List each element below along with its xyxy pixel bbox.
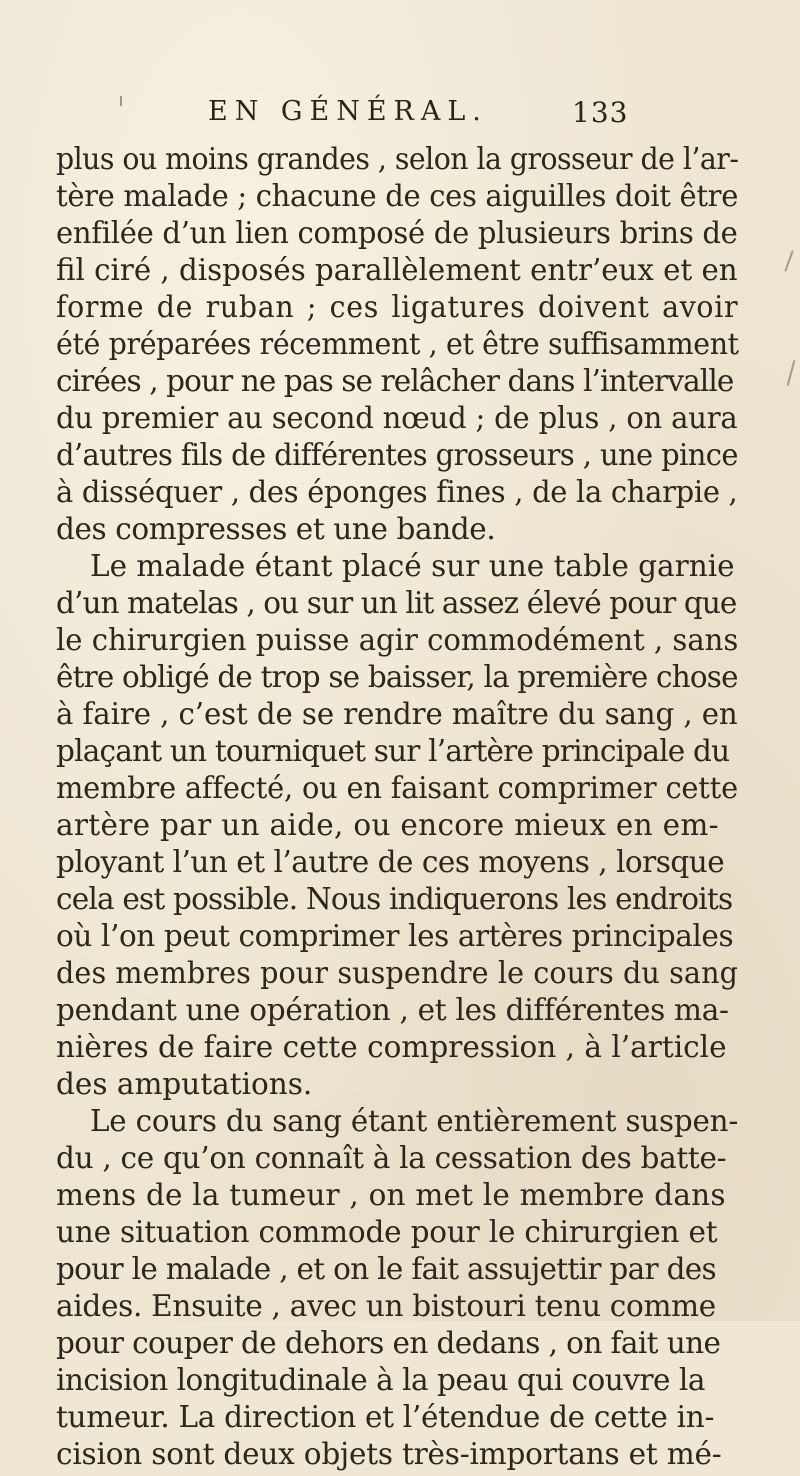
text-line: à disséquer , des éponges fines , de la charpie ,	[56, 475, 738, 509]
running-head: EN GÉNÉRAL.	[208, 96, 488, 127]
text-line: ployant l’un et l’autre de ces moyens , lorsque	[56, 845, 725, 879]
text-line: où l’on peut comprimer les artères principales	[56, 919, 734, 953]
text-line: pendant une opération , et les différentes ma-	[56, 993, 729, 1027]
text-line: une situation commode pour le chirurgien et	[56, 1215, 718, 1249]
page-number: 133	[572, 96, 629, 129]
text-line: du premier au second nœud ; de plus , on aura	[56, 401, 738, 435]
text-line: membre affecté, ou en faisant comprimer cette	[56, 771, 738, 805]
text-line: des compresses et une bande.	[56, 512, 496, 546]
text-line: d’un matelas , ou sur un lit assez élevé pour que	[56, 586, 737, 620]
text-line: pour couper de dehors en dedans , on fait une	[56, 1326, 721, 1360]
text-line: être obligé de trop se baisser, la première chose	[56, 660, 738, 694]
text-line: pour le malade , et on le fait assujettir par des	[56, 1252, 716, 1286]
text-line: artère par un aide, ou encore mieux en em-	[56, 808, 719, 842]
text-line: fil ciré , disposés parallèlement entr’eux et en	[56, 253, 738, 287]
text-line: forme de ruban ; ces ligatures doivent avoir	[56, 290, 739, 324]
text-line: d’autres fils de différentes grosseurs , une pince	[56, 438, 738, 472]
text-line: nières de faire cette compression , à l’article	[56, 1030, 727, 1064]
text-line: enfilée d’un lien composé de plusieurs brins de	[56, 216, 738, 250]
text-line: aides. Ensuite , avec un bistouri tenu comme	[56, 1289, 716, 1323]
text-line: incision longitudinale à la peau qui couvre la	[56, 1363, 705, 1397]
margin-mark	[784, 250, 793, 271]
text-line: cela est possible. Nous indiquerons les endroits	[56, 882, 733, 916]
text-line: tumeur. La direction et l’étendue de cette in-	[56, 1400, 715, 1434]
margin-mark	[120, 96, 122, 106]
margin-mark	[787, 360, 796, 386]
text-line: cirées , pour ne pas se relâcher dans l’intervalle	[56, 364, 734, 398]
text-line: des membres pour suspendre le cours du sang	[56, 956, 739, 990]
text-line: plus ou moins grandes , selon la grosseur de l’ar-	[56, 142, 739, 176]
text-line: mens de la tumeur , on met le membre dans	[56, 1178, 726, 1212]
text-line: du , ce qu’on connaît à la cessation des batte-	[56, 1141, 727, 1175]
text-line: plaçant un tourniquet sur l’artère principale du	[56, 734, 730, 768]
text-line: Le malade étant placé sur une table garnie	[90, 549, 735, 583]
text-line: des amputations.	[56, 1067, 313, 1101]
text-line: à faire , c’est de se rendre maître du sang , en	[56, 697, 738, 731]
text-line: le chirurgien puisse agir commodément , sans	[56, 623, 739, 657]
text-line: été préparées récemment , et être suffisamment	[56, 327, 739, 361]
text-line: tère malade ; chacune de ces aiguilles doit être	[56, 179, 739, 213]
text-line: cision sont deux objets très-importans et mé-	[56, 1437, 722, 1471]
text-line: Le cours du sang étant entièrement suspen-	[90, 1104, 739, 1138]
